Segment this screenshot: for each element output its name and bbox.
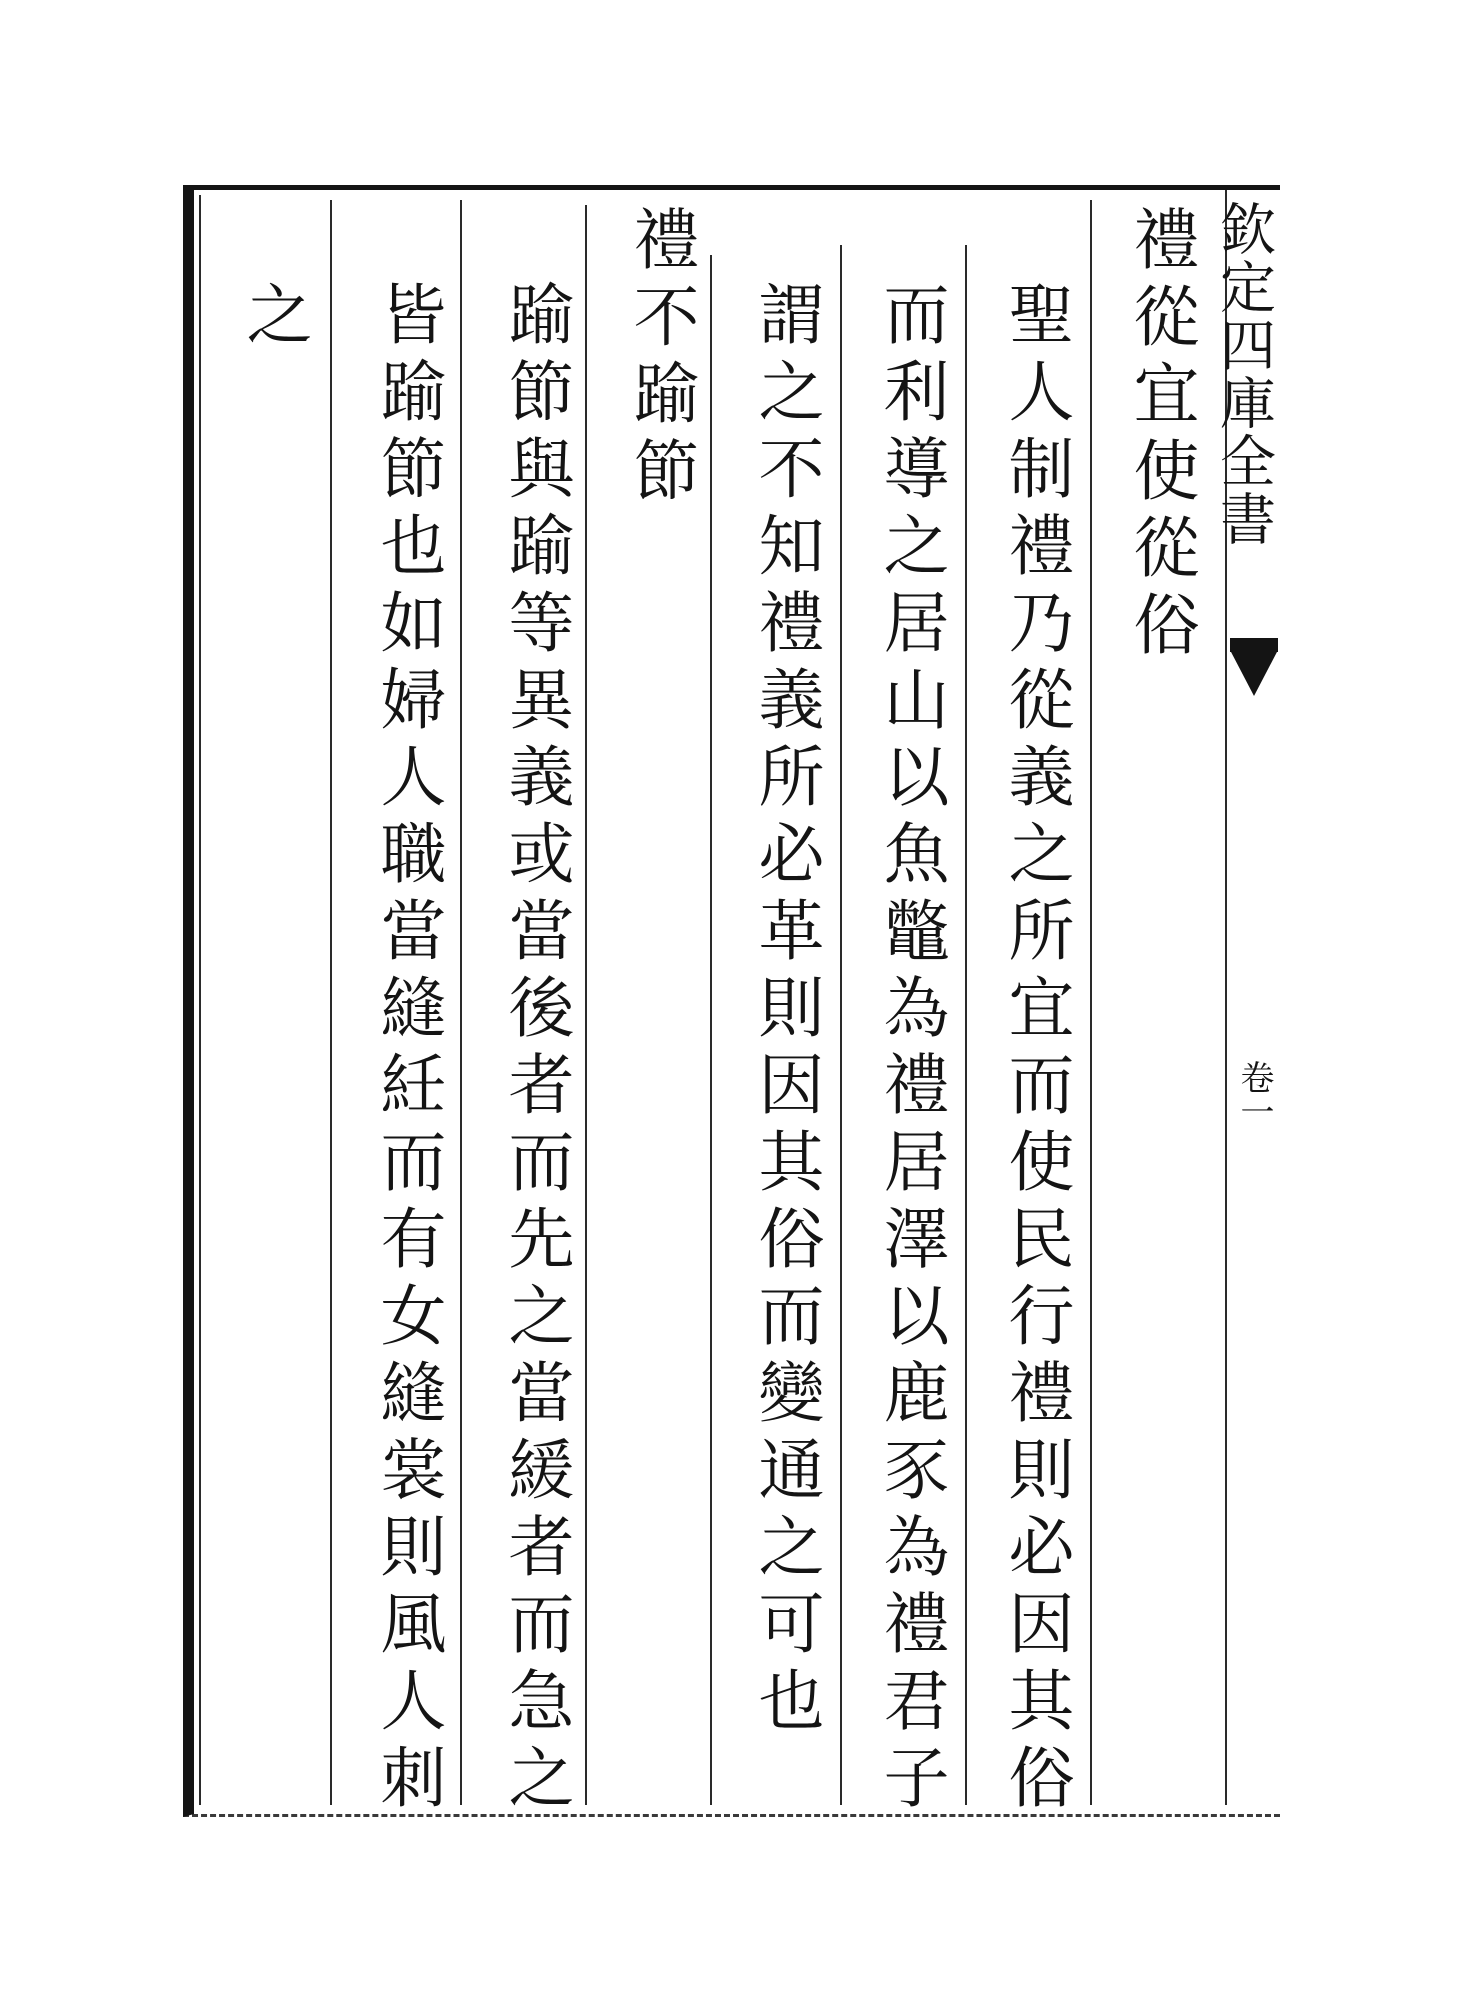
column-rule bbox=[1090, 200, 1092, 1805]
column-rule bbox=[710, 255, 712, 1805]
text-column-heading-1: 禮從宜使從俗 bbox=[1122, 205, 1199, 667]
column-rule bbox=[840, 245, 842, 1805]
volume-label: 卷一 bbox=[1234, 1060, 1274, 1128]
text-column: 皆踰節也如婦人職當縫紝而有女縫裳則風人刺 bbox=[369, 280, 446, 1820]
text-column: 踰節與踰等異義或當後者而先之當緩者而急之 bbox=[497, 280, 574, 1820]
text-column: 聖人制禮乃從義之所宜而使民行禮則必因其俗 bbox=[997, 280, 1074, 1820]
column-rule bbox=[330, 200, 332, 1805]
book-title: 欽定四庫全書 bbox=[1211, 200, 1276, 548]
text-column: 之 bbox=[235, 280, 312, 357]
column-rule bbox=[585, 205, 587, 1805]
text-column: 而利導之居山以魚鼈為禮居澤以鹿豕為禮君子 bbox=[872, 280, 949, 1820]
column-rule bbox=[460, 200, 462, 1805]
center-margin bbox=[1211, 190, 1278, 1810]
inner-frame-rule bbox=[199, 195, 201, 1805]
text-column-heading-2: 禮不踰節 bbox=[622, 205, 699, 513]
fishtail-mark bbox=[1230, 650, 1278, 696]
column-rule bbox=[965, 245, 967, 1805]
text-column: 謂之不知禮義所必革則因其俗而變通之可也 bbox=[747, 280, 824, 1743]
